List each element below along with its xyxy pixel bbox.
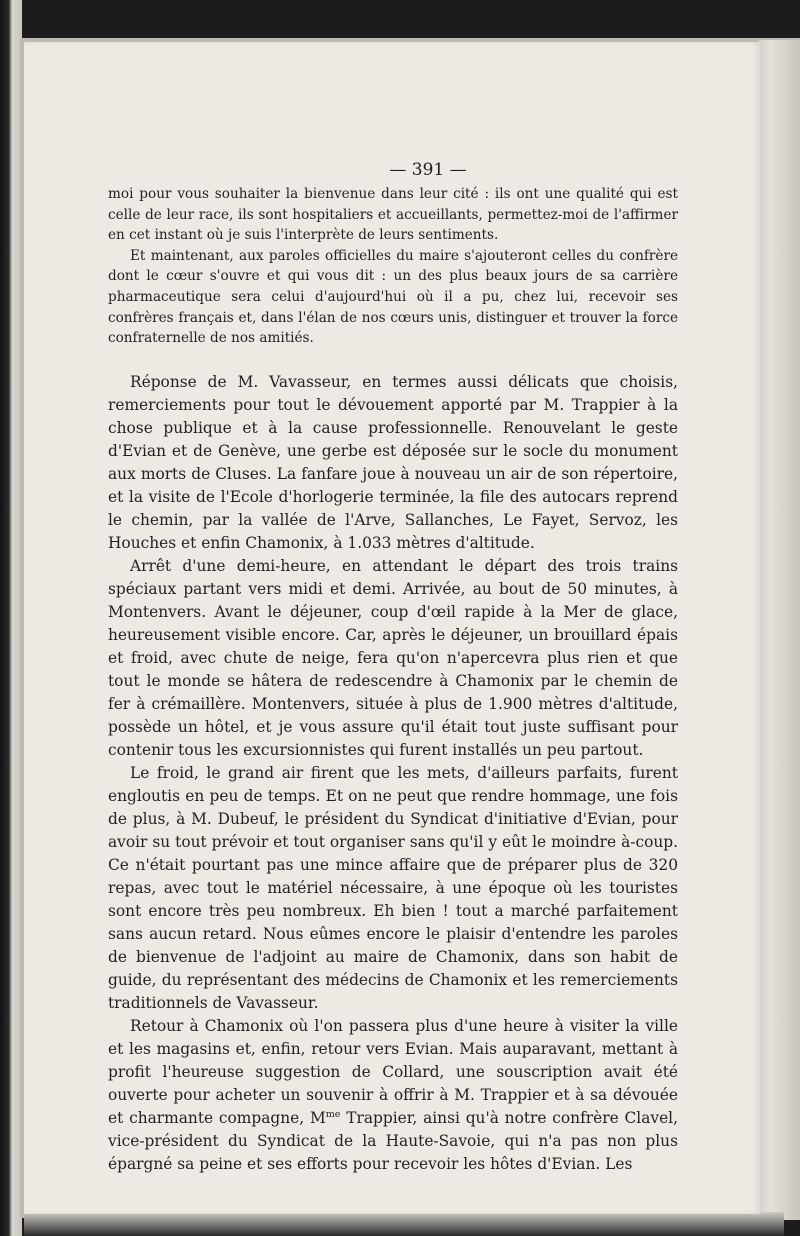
page-number-text: — 391 —: [389, 160, 467, 180]
body-text: [108, 184, 678, 1176]
paragraph: [108, 1015, 678, 1176]
paragraph: Et maintenant, aux paroles officielles du maire s'ajouteront celles du confrère dont le cœur s'ouvre et qui vous dit : un des plus beaux jours de sa carrière pharmaceutique sera celui d'aujourd'hui où il a pu, chez lui, recevoir ses confrères français et, dans l'élan de nos cœurs unis, distinguer et trouver la force confraternelle de nos amitiés.: [108, 247, 678, 347]
book-page: [24, 42, 760, 1214]
section-gap: [108, 349, 678, 371]
paragraph: Arrêt d'une demi-heure, en attendant le départ des trois trains spéciaux partant vers midi et demi. Arrivée, au bout de 50 minutes, à Montenvers. Avant le déjeuner, coup d'œil rapide à la Mer de glace, heureusement visible encore. Car, après le déjeuner, un brouillard épais et froid, avec chute de neige, fera qu'on n'apercevra plus rien et que tout le monde se hâtera de redescendre à Chamonix par le chemin de fer à crémaillère. Montenvers, située à plus de 1.900 mètres d'altitude, possède un hôtel, et je vous assure qu'il était tout juste suffisant pour contenir tous les excursionnistes qui furent installés un peu partout.: [108, 556, 678, 759]
paragraph: Réponse de M. Vavasseur, en termes aussi délicats que choisis, remerciements pour tout le dévouement apporté par M. Trappier à la chose publique et à la cause professionnelle. Renouvelant le geste d'Evian et de Genève, une gerbe est déposée sur le socle du monument aux morts de Cluses. La fanfare joue à nouveau un air de son répertoire, et la visite de l'Ecole d'horlogerie terminée, la file des autocars reprend le chemin, par la vallée de l'Arve, Sallanches, Le Fayet, Servoz, les Houches et enfin Chamonix, à 1.033 mètres d'altitude.: [108, 372, 678, 552]
paragraph-text: Trappier, ainsi qu'à notre confrère Clavel, vice-président du Syndicat de la Haute-Savoie, qui n'a pas non plus épargné sa peine et ses efforts pour recevoir les hôtes d'Evian. Les: [108, 1108, 678, 1173]
page-bottom-edge: [24, 1212, 784, 1236]
scan-left-edge: [0, 0, 22, 1236]
narrative: [108, 371, 678, 1176]
paragraph: Le froid, le grand air firent que les mets, d'ailleurs parfaits, furent engloutis en peu de temps. Et on ne peut que rendre hommage, une fois de plus, à M. Dubeuf, le président du Syndicat d'initiative d'Evian, pour avoir su tout prévoir et tout organiser sans qu'il y eût le moindre à-coup. Ce n'était pourtant pas une mince affaire que de préparer plus de 320 repas, avec tout le matériel nécessaire, à une époque où les touristes sont encore très peu nombreux. Eh bien ! tout a marché parfaitement sans aucun retard. Nous eûmes encore le plaisir d'entendre les paroles de bienvenue de l'adjoint au maire de Chamonix, dans son habit de guide, du représentant des médecins de Chamonix et les remerciements traditionnels de Vavasseur.: [108, 763, 678, 1012]
quoted-speech: [108, 184, 678, 349]
superscript: me: [325, 1108, 341, 1120]
page-right-edge: [758, 40, 800, 1220]
paragraph: moi pour vous souhaiter la bienvenue dans leur cité : ils ont une qualité qui est celle de leur race, ils sont hospitaliers et accueillants, permettez-moi de l'affirmer en cet instant où je suis l'interprète de leurs sentiments.: [108, 186, 678, 244]
page-number: [24, 160, 760, 180]
paragraph-text: Retour à Chamonix où l'on passera plus d'une heure à visiter la ville et les magasins et, enfin, retour vers Evian. Mais auparavant, mettant à profit l'heureuse suggestion de Collard, une souscription avait été ouverte pour acheter un souvenir à offrir à M. Trappier et à sa dévouée et charmante compagne, M: [108, 1016, 678, 1127]
